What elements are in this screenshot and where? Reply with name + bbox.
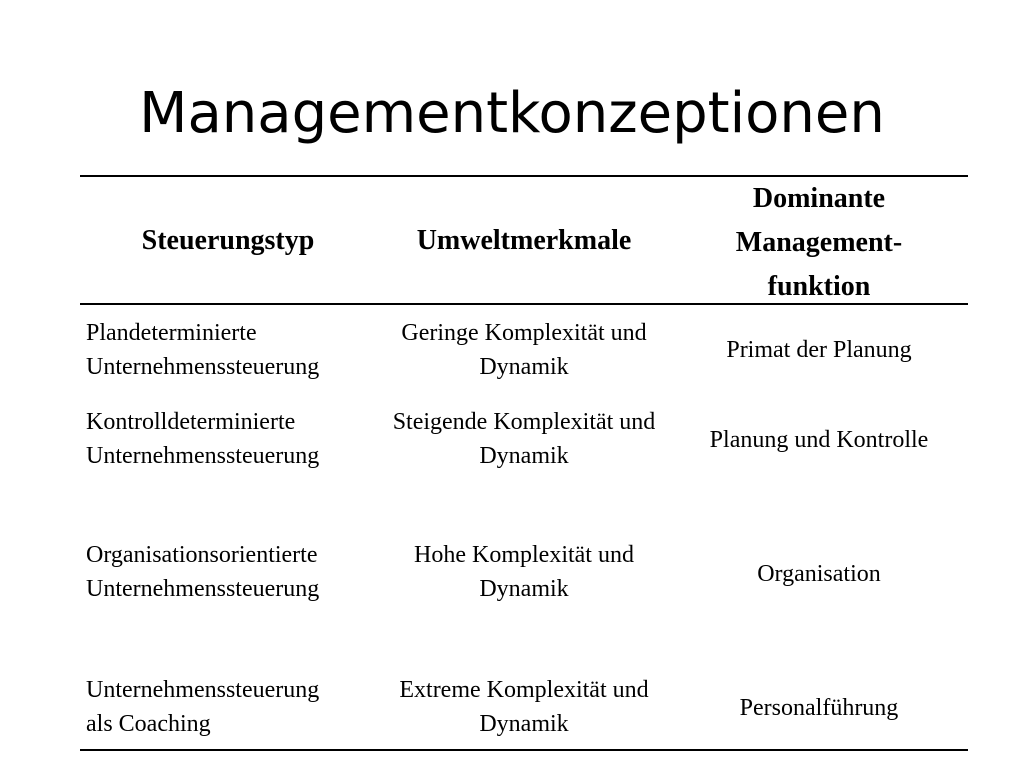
header-umweltmerkmale: Umweltmerkmale [416,225,632,256]
table-bottom-rule [80,749,968,751]
row-3-umweltmerkmale: Hohe Komplexität und Dynamik [414,542,634,602]
row-2-steuerungstyp: Kontrolldeterminierte Unternehmenssteuerung [86,409,320,469]
slide-title: Managementkonzeptionen [139,81,885,146]
row-2-funktion: Planung und Kontrolle [709,427,929,453]
row-4-steuerungstyp: Unternehmenssteuerung als Coaching [86,677,320,737]
row-4-funktion: Personalführung [739,695,899,721]
row-3-steuerungstyp: Organisationsorientierte Unternehmenssteuerung [86,542,320,602]
row-3-funktion: Organisation [757,561,881,587]
header-steuerungstyp: Steuerungstyp [141,225,315,256]
row-2-umweltmerkmale: Steigende Komplexität und Dynamik [392,409,656,469]
row-1-steuerungstyp: Plandeterminierte Unternehmenssteuerung [86,320,320,380]
row-1-umweltmerkmale: Geringe Komplexität und Dynamik [401,320,647,380]
row-1-funktion: Primat der Planung [726,337,912,363]
row-4-umweltmerkmale: Extreme Komplexität und Dynamik [399,677,649,737]
header-dominante-managementfunktion: Dominante Management-funktion [735,183,903,302]
